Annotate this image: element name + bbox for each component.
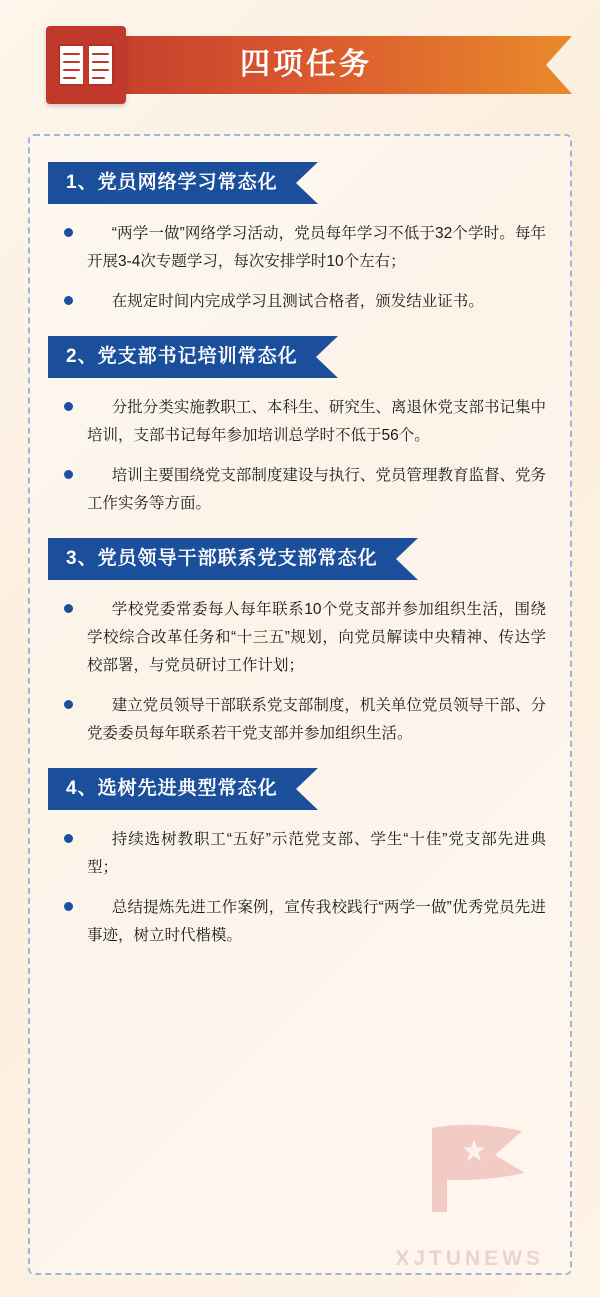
bullet-dot-icon bbox=[64, 470, 73, 479]
section-4-heading bbox=[48, 768, 552, 810]
list-item bbox=[58, 288, 546, 316]
section-4-bullets bbox=[48, 816, 552, 964]
section-4-heading-label: 4、选树先进典型常态化 bbox=[66, 778, 278, 799]
bullet-text: 学校党委常委每人每年联系10个党支部并参加组织生活，围绕学校综合改革任务和“十三五”规划，向党员解读中央精神、传达学校部署，与党员研讨工作计划； bbox=[87, 601, 546, 674]
section-2-heading bbox=[48, 336, 552, 378]
section-3-heading bbox=[48, 538, 552, 580]
bullet-dot-icon bbox=[64, 402, 73, 411]
list-item bbox=[58, 826, 546, 882]
content-card bbox=[28, 134, 572, 1275]
page-header bbox=[38, 22, 572, 112]
section-2 bbox=[48, 336, 552, 532]
section-1 bbox=[48, 162, 552, 330]
bullet-text: 持续选树教职工“五好”示范党支部、学生“十佳”党支部先进典型； bbox=[87, 831, 546, 876]
section-3-heading-label: 3、党员领导干部联系党支部常态化 bbox=[66, 548, 378, 569]
section-2-bullets bbox=[48, 384, 552, 532]
bullet-text: 建立党员领导干部联系党支部制度，机关单位党员领导干部、分党委委员每年联系若干党支部并参加组织生活。 bbox=[87, 697, 546, 742]
party-emblem-icon bbox=[402, 1095, 552, 1245]
list-item bbox=[58, 462, 546, 518]
list-item bbox=[58, 692, 546, 748]
section-1-bullets bbox=[48, 210, 552, 330]
section-4 bbox=[48, 768, 552, 964]
page-title: 四项任务 bbox=[240, 48, 372, 81]
bullet-text: 培训主要围绕党支部制度建设与执行、党员管理教育监督、党务工作实务等方面。 bbox=[87, 467, 546, 512]
bullet-dot-icon bbox=[64, 296, 73, 305]
list-item bbox=[58, 220, 546, 276]
bullet-text: 总结提炼先进工作案例，宣传我校践行“两学一做”优秀党员先进事迹，树立时代楷模。 bbox=[87, 899, 546, 944]
bullet-text: 在规定时间内完成学习且测试合格者，颁发结业证书。 bbox=[111, 293, 484, 310]
list-item bbox=[58, 394, 546, 450]
bullet-dot-icon bbox=[64, 834, 73, 843]
section-1-heading bbox=[48, 162, 552, 204]
section-1-heading-label: 1、党员网络学习常态化 bbox=[66, 172, 278, 193]
watermark-text: XJTUNEWS bbox=[395, 1247, 544, 1270]
bullet-text: 分批分类实施教职工、本科生、研究生、离退休党支部书记集中培训，支部书记每年参加培训总学时不低于56个。 bbox=[87, 399, 546, 444]
list-item bbox=[58, 596, 546, 680]
bullet-dot-icon bbox=[64, 902, 73, 911]
section-3-bullets bbox=[48, 586, 552, 762]
bullet-dot-icon bbox=[64, 228, 73, 237]
bullet-dot-icon bbox=[64, 700, 73, 709]
bullet-dot-icon bbox=[64, 604, 73, 613]
section-2-heading-label: 2、党支部书记培训常态化 bbox=[66, 346, 298, 367]
list-item bbox=[58, 894, 546, 950]
open-book-icon bbox=[46, 26, 126, 104]
section-3 bbox=[48, 538, 552, 762]
bullet-text: “两学一做”网络学习活动，党员每年学习不低于32个学时。每年开展3-4次专题学习，每次安排学时10个左右； bbox=[87, 225, 546, 270]
